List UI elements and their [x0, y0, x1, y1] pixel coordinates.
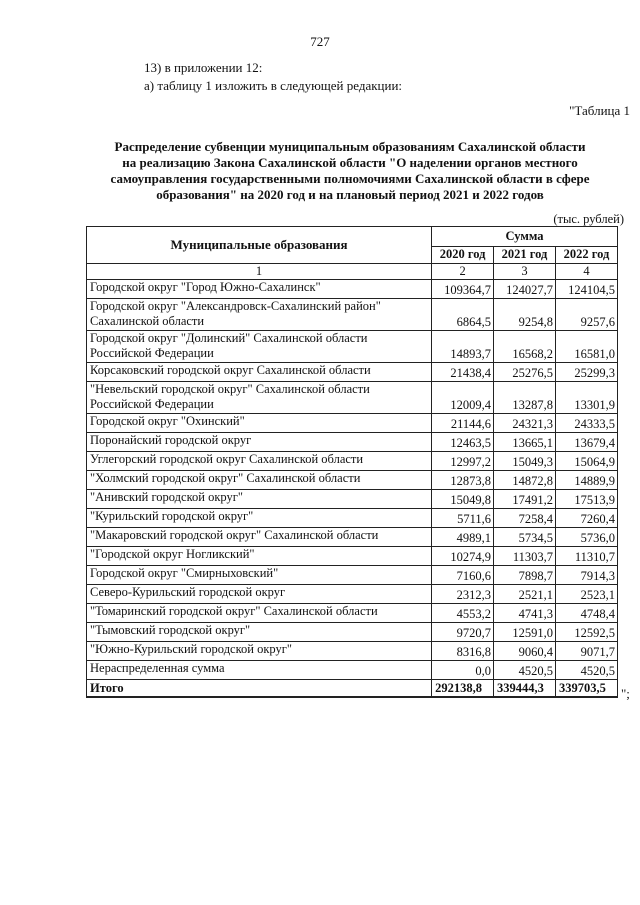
page-number: 727 [310, 34, 330, 49]
value-2021: 11303,7 [494, 547, 556, 566]
value-2020: 4553,2 [432, 604, 494, 623]
title-line: на реализацию Закона Сахалинской области "О наделении органов местного [122, 155, 578, 170]
value-2020: 12997,2 [432, 452, 494, 471]
value-2021: 9254,8 [494, 299, 556, 331]
table-row [87, 661, 618, 680]
municipality-name: "Курильский городской округ" [87, 509, 432, 528]
total-row [87, 680, 618, 698]
column-index-row [87, 264, 618, 280]
table-row [87, 490, 618, 509]
municipality-name: Городской округ "Александровск-Сахалинский район" Сахалинской области [87, 299, 432, 331]
total-label: Итого [87, 680, 432, 698]
municipality-name: Нераспределенная сумма [87, 661, 432, 680]
value-2022: 24333,5 [556, 414, 618, 433]
value-2020: 12873,8 [432, 471, 494, 490]
value-2022: 9257,6 [556, 299, 618, 331]
table-row [87, 566, 618, 585]
value-2021: 124027,7 [494, 280, 556, 299]
header-year-2022: 2022 год [556, 246, 618, 263]
value-2022: 2523,1 [556, 585, 618, 604]
table-row [87, 452, 618, 471]
table-row [87, 604, 618, 623]
value-2021: 12591,0 [494, 623, 556, 642]
title-line: Распределение субвенции муниципальным образованиям Сахалинской области [114, 139, 586, 154]
value-2021: 13665,1 [494, 433, 556, 452]
value-2021: 7898,7 [494, 566, 556, 585]
municipality-name: "Невельский городской округ" Сахалинской области Российской Федерации [87, 382, 432, 414]
value-2020: 10274,9 [432, 547, 494, 566]
value-2022: 13679,4 [556, 433, 618, 452]
document-title [100, 139, 600, 203]
value-2022: 17513,9 [556, 490, 618, 509]
table-row [87, 471, 618, 490]
value-2021: 15049,3 [494, 452, 556, 471]
value-2021: 9060,4 [494, 642, 556, 661]
value-2022: 25299,3 [556, 363, 618, 382]
value-2020: 21438,4 [432, 363, 494, 382]
municipality-name: Поронайский городской округ [87, 433, 432, 452]
value-2022: 7914,3 [556, 566, 618, 585]
value-2022: 9071,7 [556, 642, 618, 661]
table-row [87, 585, 618, 604]
table-row [87, 642, 618, 661]
total-2021: 339444,3 [494, 680, 556, 698]
municipality-name: "Макаровский городской округ" Сахалинской области [87, 528, 432, 547]
total-2020: 292138,8 [432, 680, 494, 698]
value-2020: 9720,7 [432, 623, 494, 642]
value-2021: 16568,2 [494, 331, 556, 363]
value-2021: 13287,8 [494, 382, 556, 414]
value-2020: 109364,7 [432, 280, 494, 299]
value-2022: 13301,9 [556, 382, 618, 414]
value-2022: 16581,0 [556, 331, 618, 363]
table-row [87, 331, 618, 363]
value-2020: 4989,1 [432, 528, 494, 547]
header-year-2021: 2021 год [494, 246, 556, 263]
title-line: самоуправления государственными полномочиями Сахалинской области в сфере [110, 171, 590, 186]
value-2021: 4520,5 [494, 661, 556, 680]
value-2020: 7160,6 [432, 566, 494, 585]
table-row [87, 363, 618, 382]
municipality-name: Корсаковский городской округ Сахалинской области [87, 363, 432, 382]
municipality-name: Углегорский городской округ Сахалинской области [87, 452, 432, 471]
value-2020: 0,0 [432, 661, 494, 680]
table-row [87, 382, 618, 414]
header-municipality: Муниципальные образования [87, 227, 432, 264]
municipality-name: "Городской округ Ногликский" [87, 547, 432, 566]
value-2020: 6864,5 [432, 299, 494, 331]
units-label: (тыс. рублей) [553, 212, 624, 226]
closing-quote: "; [621, 686, 630, 701]
municipality-name: "Тымовский городской округ" [87, 623, 432, 642]
value-2020: 8316,8 [432, 642, 494, 661]
table-row [87, 509, 618, 528]
value-2022: 4748,4 [556, 604, 618, 623]
value-2022: 12592,5 [556, 623, 618, 642]
value-2021: 5734,5 [494, 528, 556, 547]
value-2022: 14889,9 [556, 471, 618, 490]
municipality-name: Городской округ "Долинский" Сахалинской области Российской Федерации [87, 331, 432, 363]
value-2022: 4520,5 [556, 661, 618, 680]
header-year-2020: 2020 год [432, 246, 494, 263]
table-row [87, 280, 618, 299]
municipality-name: Северо-Курильский городской округ [87, 585, 432, 604]
table-row [87, 299, 618, 331]
column-index: 4 [556, 264, 618, 280]
value-2022: 7260,4 [556, 509, 618, 528]
municipality-name: "Томаринский городской округ" Сахалинской области [87, 604, 432, 623]
value-2022: 124104,5 [556, 280, 618, 299]
value-2022: 15064,9 [556, 452, 618, 471]
municipality-name: "Холмский городской округ" Сахалинской области [87, 471, 432, 490]
value-2020: 21144,6 [432, 414, 494, 433]
subsidy-table [86, 226, 618, 698]
intro-line-1: 13) в приложении 12: [144, 60, 263, 75]
municipality-name: "Южно-Курильский городской округ" [87, 642, 432, 661]
column-index: 2 [432, 264, 494, 280]
intro-line-2: а) таблицу 1 изложить в следующей редакции: [144, 78, 403, 93]
title-line: образования" на 2020 год и на плановый период 2021 и 2022 годов [156, 187, 544, 202]
value-2020: 12463,5 [432, 433, 494, 452]
value-2021: 17491,2 [494, 490, 556, 509]
table-row [87, 623, 618, 642]
table-row [87, 414, 618, 433]
value-2021: 4741,3 [494, 604, 556, 623]
municipality-name: "Анивский городской округ" [87, 490, 432, 509]
value-2021: 25276,5 [494, 363, 556, 382]
value-2020: 2312,3 [432, 585, 494, 604]
value-2021: 14872,8 [494, 471, 556, 490]
value-2021: 7258,4 [494, 509, 556, 528]
value-2020: 15049,8 [432, 490, 494, 509]
column-index: 1 [87, 264, 432, 280]
municipality-name: Городской округ "Город Южно-Сахалинск" [87, 280, 432, 299]
value-2021: 24321,3 [494, 414, 556, 433]
value-2022: 5736,0 [556, 528, 618, 547]
total-2022: 339703,5 [556, 680, 618, 698]
value-2020: 14893,7 [432, 331, 494, 363]
table-row [87, 433, 618, 452]
header-sum: Сумма [432, 227, 618, 247]
table-label: "Таблица 1 [569, 103, 630, 118]
table-row [87, 528, 618, 547]
table-row [87, 547, 618, 566]
column-index: 3 [494, 264, 556, 280]
value-2022: 11310,7 [556, 547, 618, 566]
value-2021: 2521,1 [494, 585, 556, 604]
municipality-name: Городской округ "Смирныховский" [87, 566, 432, 585]
value-2020: 12009,4 [432, 382, 494, 414]
municipality-name: Городской округ "Охинский" [87, 414, 432, 433]
value-2020: 5711,6 [432, 509, 494, 528]
